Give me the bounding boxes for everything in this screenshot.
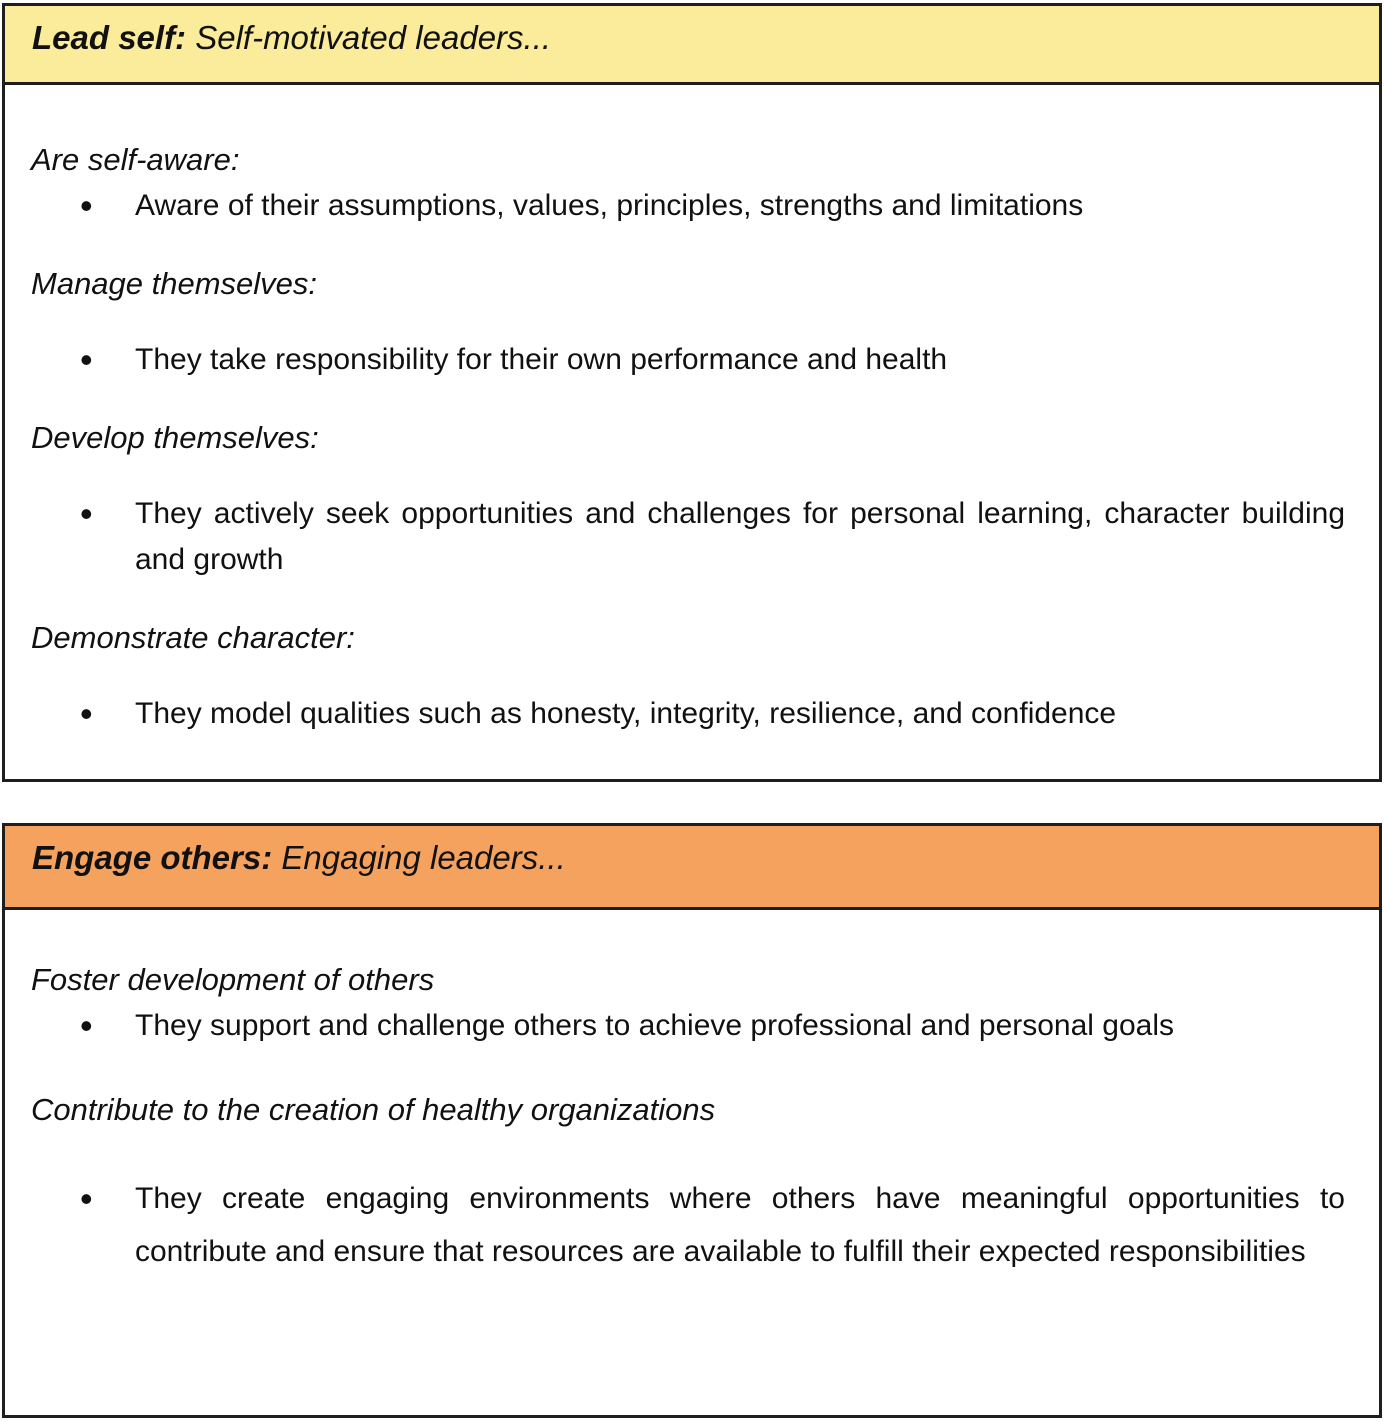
group-contribute-healthy-organizations [31,1087,1345,1278]
engage-others-header-subtitle: Engaging leaders... [272,839,566,876]
bullet-text: They support and challenge others to achieve professional and personal goals [135,1009,1175,1042]
engage-others-header-title: Engage others: [32,839,273,876]
group-heading: Foster development of others [31,962,435,997]
group-demonstrate-character [31,615,1345,737]
bullet-text: They create engaging environments where others have meaningful opportunities to contribute and ensure that resources are available to fulfill their expected responsibilities [135,1182,1345,1268]
engage-others-header [5,826,1379,910]
bullet-icon: • [80,693,93,734]
list-item [31,183,1345,229]
bullet-icon: • [80,339,93,380]
group-develop-themselves [31,415,1345,583]
list-item [31,1172,1345,1278]
group-manage-themselves [31,261,1345,383]
lead-self-content [5,85,1379,757]
group-heading: Demonstrate character: [31,620,355,655]
list-item [31,337,1345,383]
list-item [31,491,1345,583]
group-heading: Develop themselves: [31,420,319,455]
bullet-text: They model qualities such as honesty, integrity, resilience, and confidence [135,697,1117,730]
bullet-icon: • [80,1005,93,1046]
lead-self-header-title: Lead self: [32,19,187,56]
list-item [31,691,1345,737]
group-heading: Contribute to the creation of healthy organizations [31,1092,716,1127]
group-are-self-aware [31,137,1345,229]
engage-others-panel [2,823,1382,1418]
lead-self-header-subtitle: Self-motivated leaders... [186,19,552,56]
group-heading: Are self-aware: [31,142,240,177]
bullet-icon: • [80,185,93,226]
bullet-text: Aware of their assumptions, values, principles, strengths and limitations [135,189,1084,222]
list-item [31,1003,1345,1049]
group-foster-development [31,957,1345,1049]
bullet-icon: • [80,1178,93,1219]
lead-self-header [5,6,1379,85]
lead-self-panel [2,3,1382,782]
engage-others-content [5,910,1379,1298]
bullet-icon: • [80,493,93,534]
bullet-text: They take responsibility for their own performance and health [135,343,948,376]
group-heading: Manage themselves: [31,266,318,301]
bullet-text: They actively seek opportunities and challenges for personal learning, character building and growth [135,497,1345,576]
